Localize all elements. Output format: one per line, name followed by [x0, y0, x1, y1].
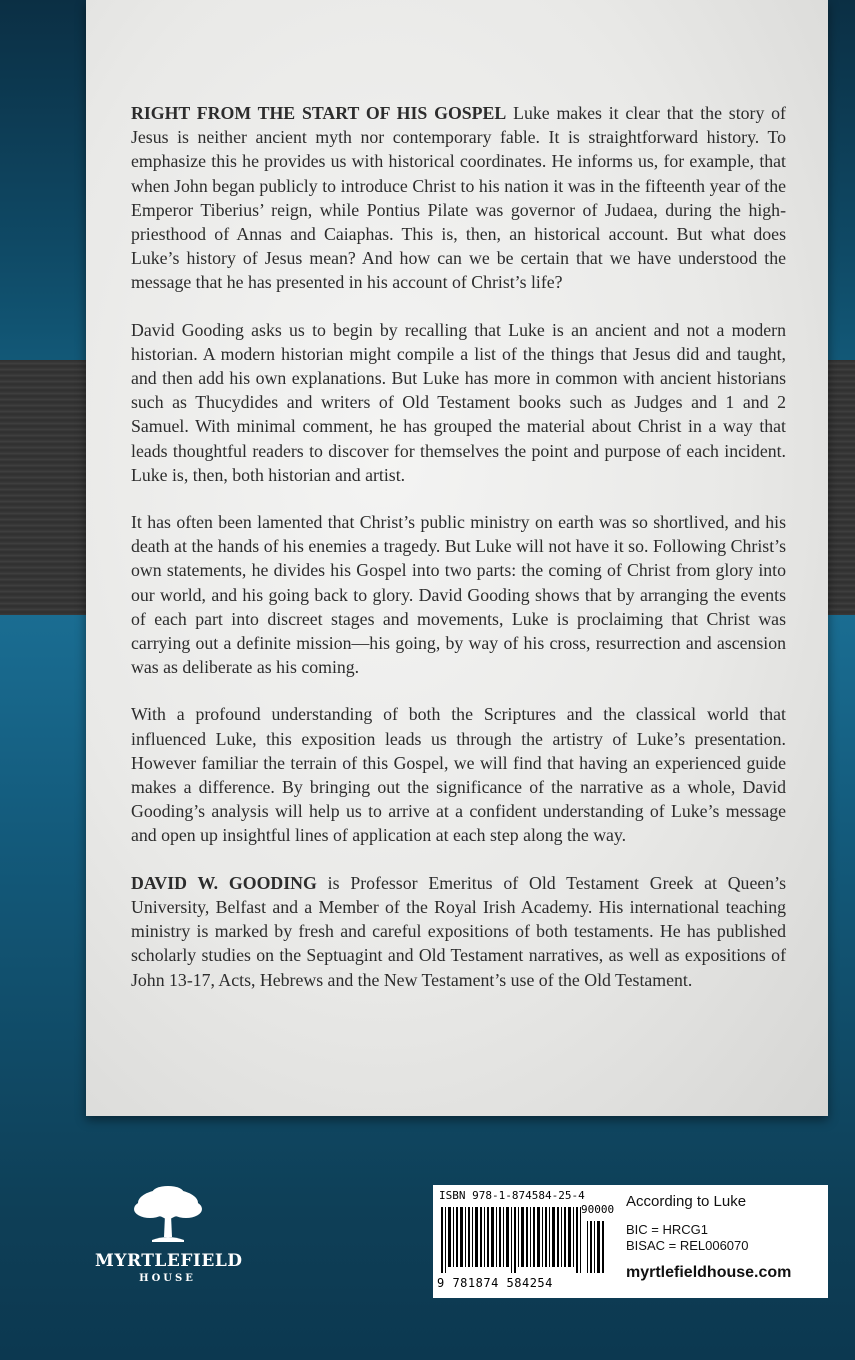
paragraph-3 — [131, 510, 786, 679]
paragraph-2 — [131, 318, 786, 487]
price-code: 90000 — [581, 1203, 615, 1216]
bic-code: BIC = HRCG1 — [626, 1222, 708, 1237]
publisher-website: myrtlefieldhouse.com — [626, 1264, 792, 1281]
book-title: According to Luke — [626, 1193, 747, 1210]
paragraph-1 — [131, 101, 786, 295]
publisher-subname: HOUSE — [139, 1273, 196, 1284]
barcode-panel — [433, 1185, 828, 1298]
paragraph-4 — [131, 702, 786, 847]
tree-icon — [128, 1185, 208, 1247]
book-info — [626, 1193, 749, 1254]
author-bio — [131, 871, 786, 992]
isbn-digits: 9 781874 584254 — [437, 1276, 553, 1290]
classification-codes — [626, 1222, 749, 1254]
paragraph-1-lead: RIGHT FROM THE START OF HIS GOSPEL — [131, 103, 507, 123]
isbn-label: ISBN 978-1-874584-25-4 — [439, 1189, 585, 1202]
paragraph-2-text: David Gooding asks us to begin by recalling that Luke is an ancient and not a modern historian. A modern historian might compile a list of the things that Jesus did and taught, and then add his own explanations. But Luke has more in common with ancient historians such as Thucydides and writers of Old Testament books such as Judges and 1 and 2 Samuel. With minimal comment, he has grouped the material about Christ in a way that leads thoughtful readers to discover for themselves the point and purpose of each incident. Luke is, then, both historian and artist. — [131, 319, 786, 485]
paragraph-4-text: With a profound understanding of both the Scriptures and the classical world that influenced Luke, this exposition leads us through the artistry of Luke’s presentation. However familiar the terrain of this Gospel, we will find that having an experienced guide makes a difference. By bringing out the significance of the narrative as a whole, David Gooding’s analysis will help us to arrive at a confident understanding of Luke’s message and open up insightful lines of application at each step along the way. — [131, 704, 786, 846]
paragraph-3-text: It has often been lamented that Christ’s public ministry on earth was so shortlived, and his death at the hands of his enemies a tragedy. But Luke will not have it so. Following Christ’s own statements, he divides his Gospel into two parts: the coming of Christ from glory into our world, and his going back to glory. David Gooding shows that by arranging the events of each part into discreet stages and movements, Luke is proclaiming that Christ was carrying out a definite mission—his going, by way of his cross, resurrection and ascension was as deliberate as his coming. — [131, 512, 786, 678]
publisher-name: MYRTLEFIELD — [95, 1251, 243, 1271]
paragraph-1-text: Luke makes it clear that the story of Jesus is neither ancient myth nor contemporary fable. It is straightforward history. To emphasize this he provides us with historical coordinates. He informs us, for example, that when John began publicly to introduce Christ to his nation it was in the fifteenth year of the Emperor Tiberius’ reign, while Pontius Pilate was governor of Judaea, during the high-priesthood of Annas and Caiaphas. This is, then, an historical account. But what does Luke’s history of Jesus mean? And how can we be certain that we have understood the message that he has presented in his account of Christ’s life? — [131, 103, 786, 293]
bisac-code: BISAC = REL006070 — [626, 1238, 749, 1253]
cover-description — [131, 101, 786, 1015]
author-bio-text: is Professor Emeritus of Old Testament Greek at Queen’s University, Belfast and a Member of the Royal Irish Academy. His international teaching ministry is marked by fresh and careful expositions of both testaments. He has published scholarly studies on the Septuagint and Old Testament narratives, as well as expositions of John 13-17, Acts, Hebrews and the New Testament’s use of the Old Testament. — [131, 872, 786, 990]
author-name: DAVID W. GOODING — [131, 872, 317, 893]
publisher-logo — [95, 1185, 243, 1300]
barcode-bars — [441, 1207, 606, 1273]
